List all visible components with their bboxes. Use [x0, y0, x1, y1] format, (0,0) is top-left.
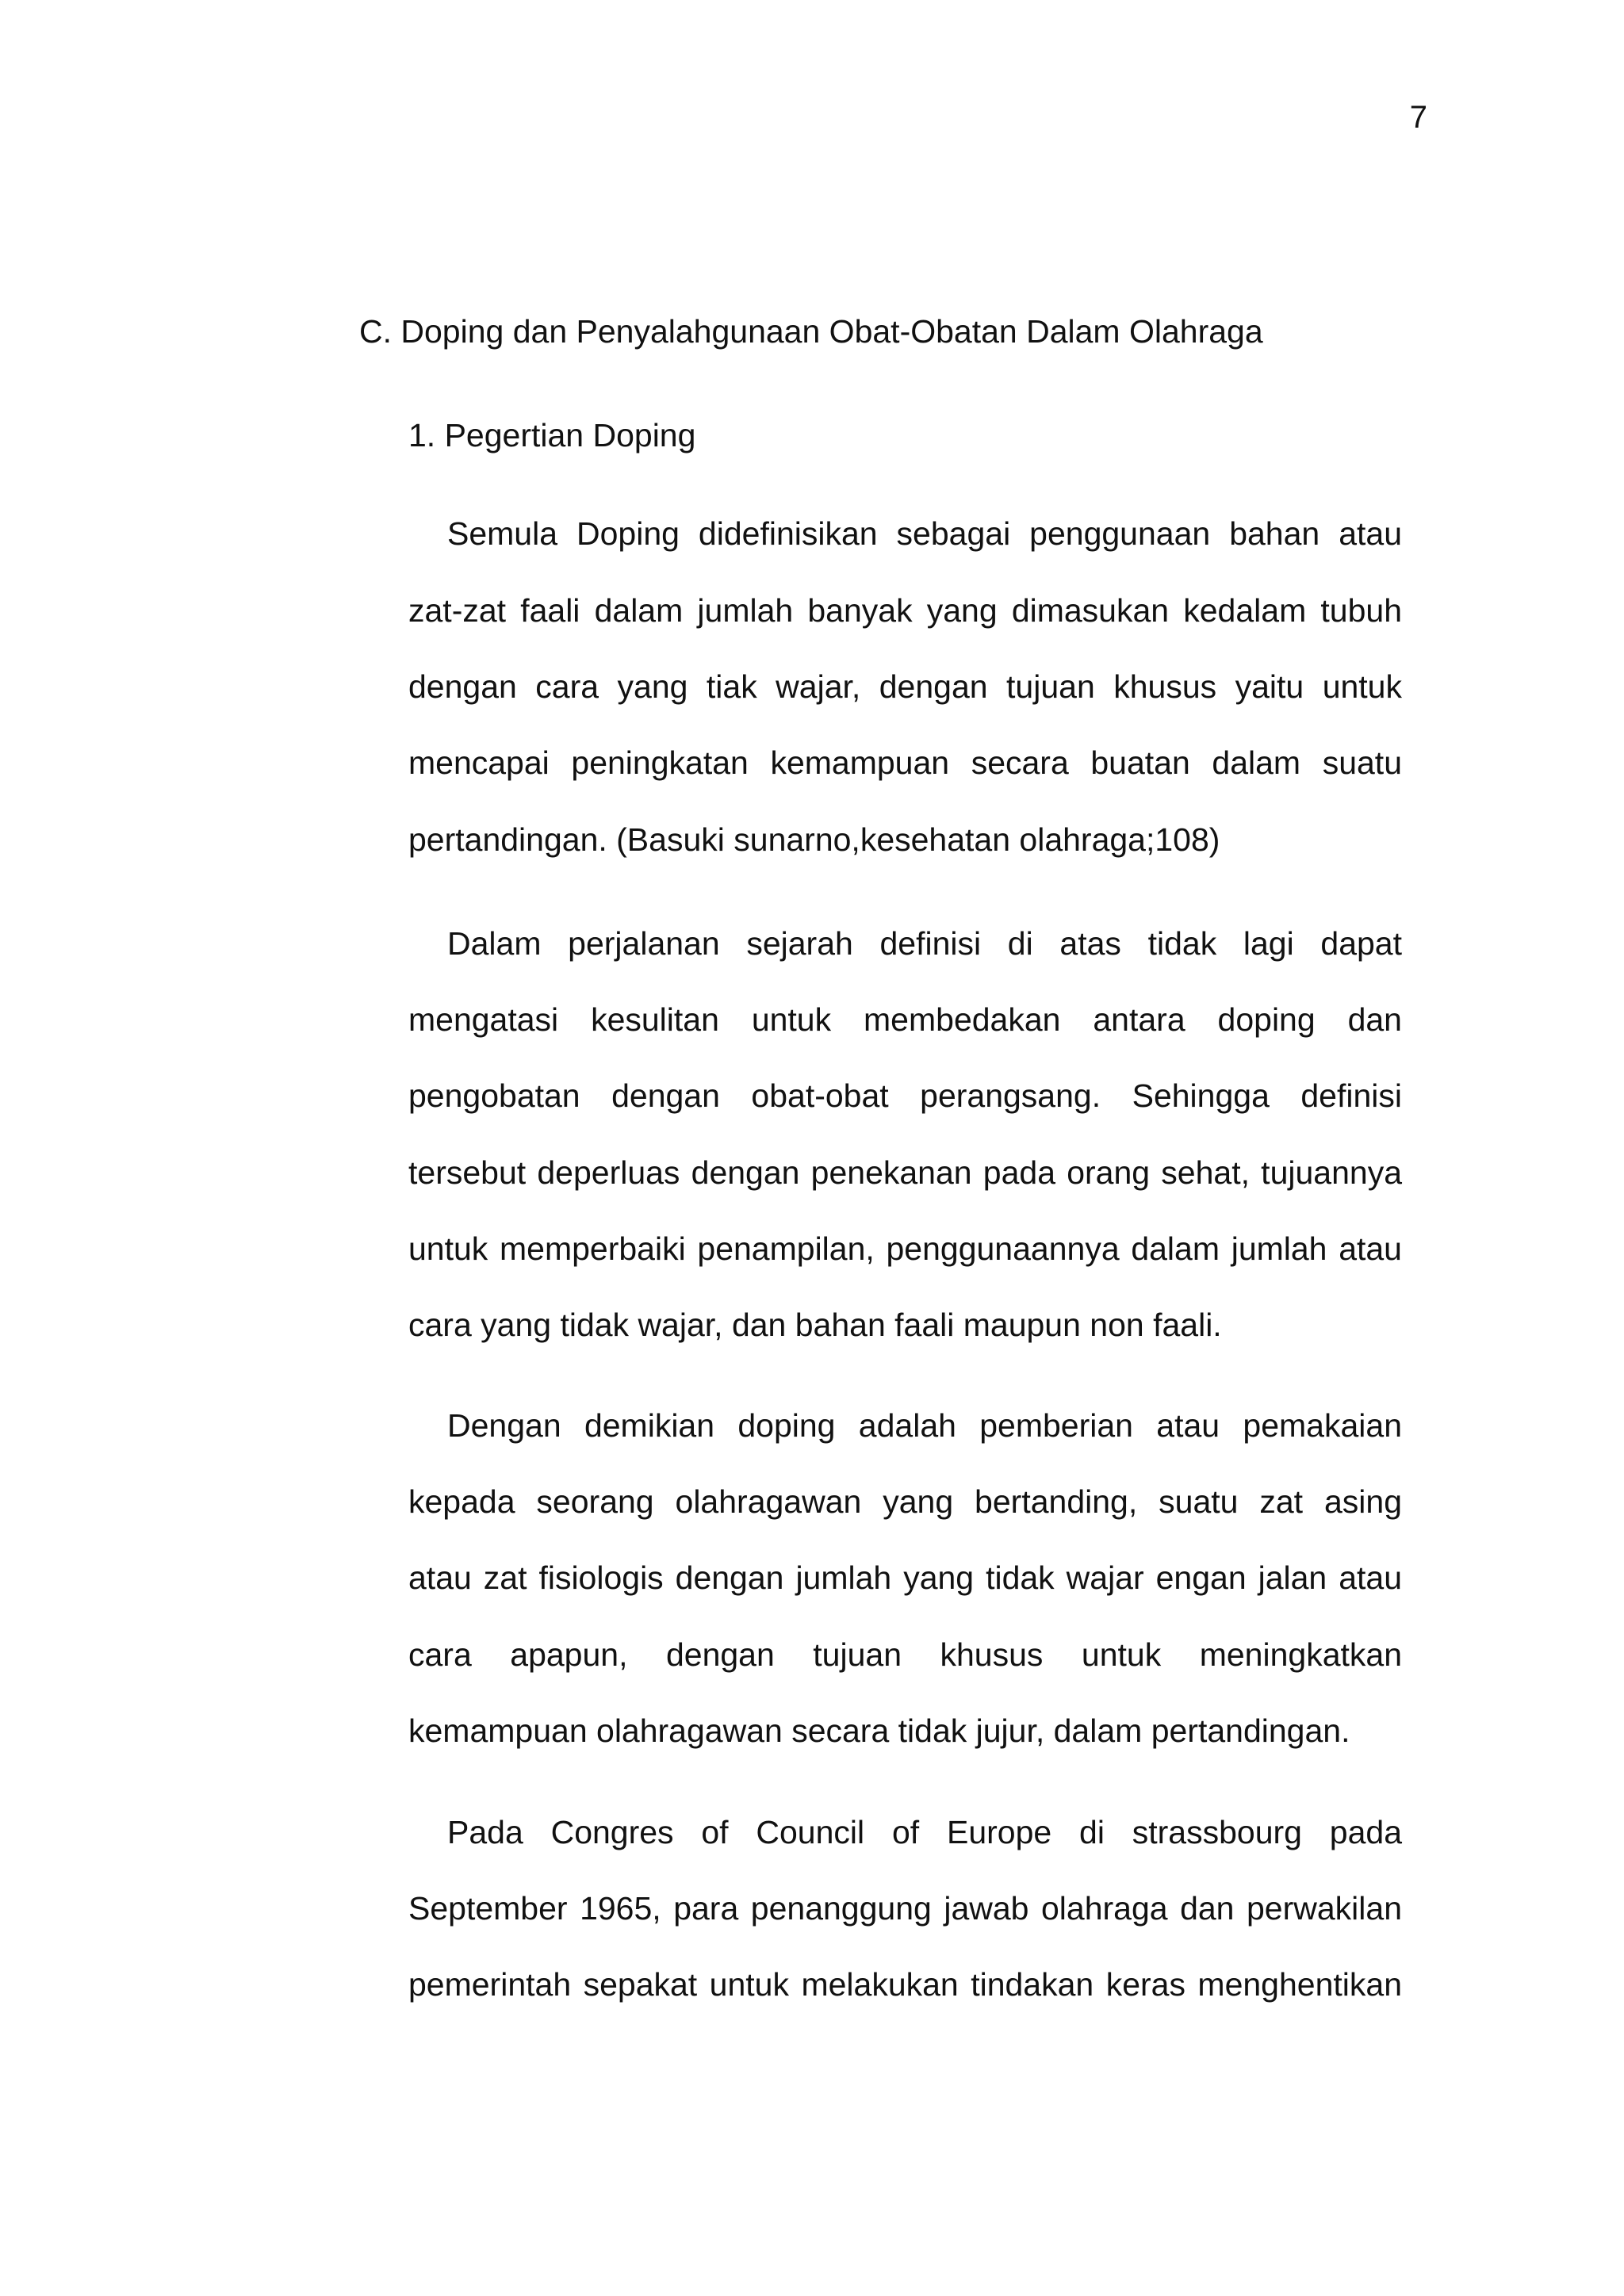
paragraph-line: Dengan demikian doping adalah pemberian atau pemakaian	[447, 1407, 1402, 1444]
paragraph-line: mengatasi kesulitan untuk membedakan antara doping dan	[408, 1001, 1402, 1038]
section-heading: C. Doping dan Penyalahgunaan Obat-Obatan Dalam Olahraga	[359, 313, 1263, 350]
paragraph-line: kemampuan olahragawan secara tidak jujur, dalam pertandingan.	[408, 1712, 1350, 1749]
subsection-heading: 1. Pegertian Doping	[408, 417, 696, 453]
paragraph-line: cara yang tidak wajar, dan bahan faali maupun non faali.	[408, 1307, 1222, 1343]
paragraph-line: pemerintah sepakat untuk melakukan tindakan keras menghentikan	[408, 1966, 1402, 2003]
paragraph-line: Semula Doping didefinisikan sebagai penggunaan bahan atau	[447, 515, 1402, 552]
paragraph-line: kepada seorang olahragawan yang bertanding, suatu zat asing	[408, 1483, 1402, 1520]
paragraph-line: mencapai peningkatan kemampuan secara buatan dalam suatu	[408, 744, 1402, 781]
paragraph-line: untuk memperbaiki penampilan, penggunaannya dalam jumlah atau	[408, 1230, 1402, 1267]
paragraph-line: September 1965, para penanggung jawab olahraga dan perwakilan	[408, 1890, 1402, 1927]
paragraph-line: Pada Congres of Council of Europe di strassbourg pada	[447, 1814, 1402, 1850]
paragraph-line: zat-zat faali dalam jumlah banyak yang dimasukan kedalam tubuh	[408, 592, 1402, 629]
paragraph-line: atau zat fisiologis dengan jumlah yang tidak wajar engan jalan atau	[408, 1559, 1402, 1596]
paragraph-line: dengan cara yang tiak wajar, dengan tujuan khusus yaitu untuk	[408, 668, 1402, 705]
paragraph-line: Dalam perjalanan sejarah definisi di atas tidak lagi dapat	[447, 925, 1402, 962]
paragraph-line: pertandingan. (Basuki sunarno,kesehatan olahraga;108)	[408, 821, 1220, 858]
paragraph-line: cara apapun, dengan tujuan khusus untuk meningkatkan	[408, 1636, 1402, 1673]
page-number: 7	[1409, 100, 1427, 135]
paragraph-line: pengobatan dengan obat-obat perangsang. Sehingga definisi	[408, 1077, 1402, 1114]
paragraph-line: tersebut deperluas dengan penekanan pada orang sehat, tujuannya	[408, 1154, 1402, 1191]
